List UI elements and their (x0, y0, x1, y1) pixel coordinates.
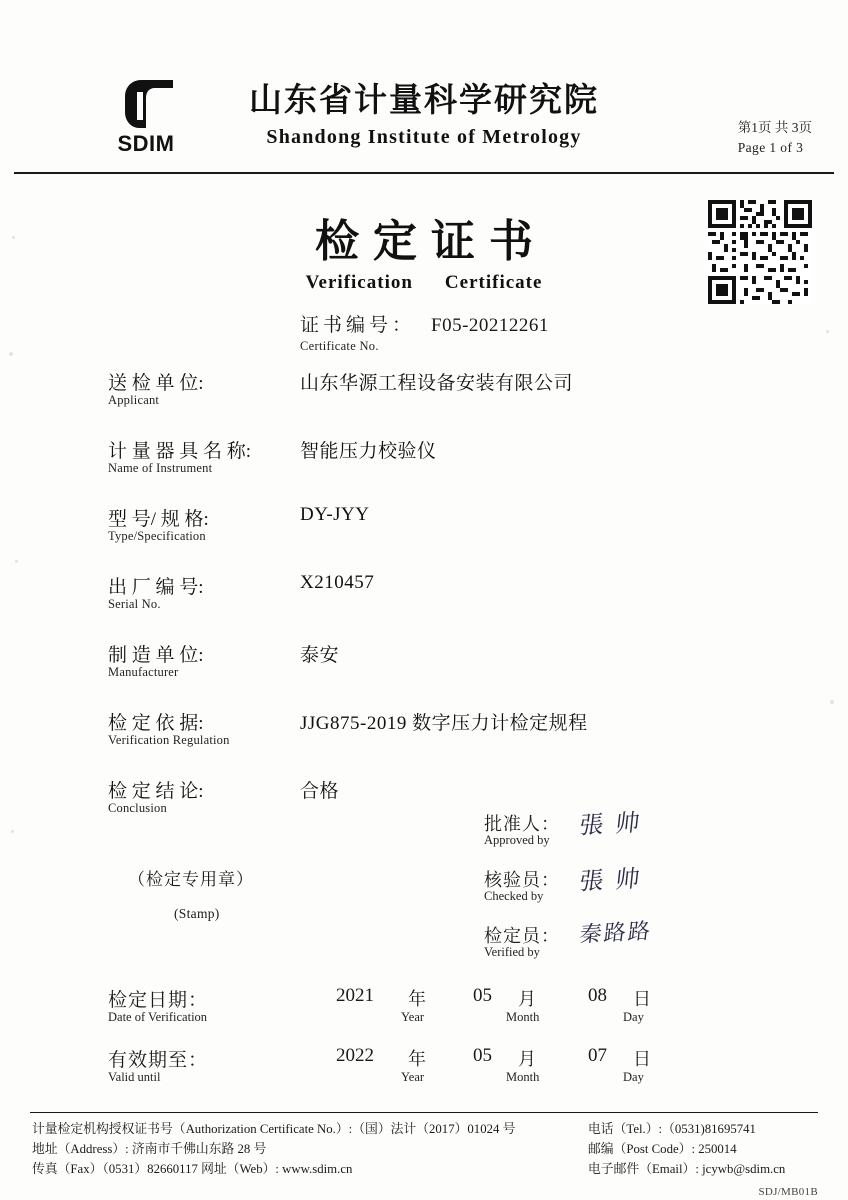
field-label-cn: 检 定 依 据: (108, 713, 204, 734)
date-year-value: 2021 (336, 985, 374, 1006)
certificate-number (300, 310, 549, 354)
field-serial-number (108, 572, 808, 618)
footer-tel-line: 电话（Tel.）:（0531)81695741 (588, 1122, 756, 1136)
field-type-specification (108, 504, 808, 550)
date-year-unit-en: Year (401, 1070, 425, 1084)
document-title-cn: 检定证书 (315, 216, 547, 267)
date-block (108, 985, 768, 1099)
field-value: 山东华源工程设备安装有限公司 (300, 373, 574, 394)
date-day-unit-cn: 日 (633, 1049, 651, 1069)
scan-speckle (15, 560, 18, 563)
date-month-unit-en: Month (506, 1070, 540, 1084)
field-manufacturer (108, 640, 808, 686)
signature-verified-by (484, 919, 784, 978)
scan-speckle (11, 830, 14, 833)
field-value: JJG875-2019 数字压力计检定规程 (300, 713, 588, 734)
document-title-en-word1: Verification (305, 272, 413, 293)
header-divider (14, 172, 834, 174)
qr-code (708, 200, 812, 304)
field-label-cn: 计 量 器 具 名 称: (108, 441, 252, 462)
document-form-id: SDJ/MB01B (758, 1186, 818, 1198)
date-day-unit-en: Day (623, 1010, 644, 1024)
signature-label-en: Approved by (484, 833, 550, 847)
footer-authorization-line: 计量检定机构授权证书号（Authorization Certificate No.）:（国）法计（2017）01024 号 (32, 1122, 516, 1136)
document-title-en-word2: Certificate (444, 272, 543, 293)
field-value: 泰安 (300, 645, 340, 666)
scan-speckle (9, 352, 13, 356)
org-name-en: Shandong Institute of Metrology (266, 126, 582, 148)
stamp-area (128, 865, 254, 922)
valid-until-row (108, 1045, 768, 1099)
field-label-en: Name of Instrument (108, 461, 213, 475)
date-label-cn: 检定日期： (108, 990, 209, 1011)
handwritten-signature: 張 帅 (578, 864, 644, 896)
field-label-en: Conclusion (108, 801, 167, 815)
organization-name (0, 74, 848, 149)
date-month-unit-cn: 月 (518, 989, 536, 1009)
handwritten-signature: 張 帅 (578, 808, 644, 840)
field-value: 智能压力校验仪 (300, 441, 437, 462)
date-label-en: Date of Verification (108, 1010, 208, 1024)
scan-speckle (826, 330, 829, 333)
signature-checked-by (484, 866, 784, 922)
field-value: DY-JYY (300, 504, 370, 525)
date-day-value: 08 (588, 985, 607, 1006)
date-year-value: 2022 (336, 1045, 374, 1066)
date-label-en: Valid until (108, 1070, 161, 1084)
date-day-unit-en: Day (623, 1070, 644, 1084)
page-indicator (738, 118, 812, 157)
signature-approved-by (484, 810, 784, 866)
footer-left-column (32, 1120, 592, 1179)
field-label-en: Type/Specification (108, 529, 206, 543)
logo-text: SDIM (117, 131, 175, 156)
date-day-value: 07 (588, 1045, 607, 1066)
handwritten-signature: 秦路路 (578, 919, 654, 948)
certificate-number-label-cn: 证书编号： (300, 315, 416, 336)
date-month-unit-en: Month (506, 1010, 540, 1024)
stamp-label-cn: （检定专用章） (128, 870, 254, 889)
field-instrument-name (108, 436, 808, 482)
field-label-cn: 送 检 单 位: (108, 373, 204, 394)
org-name-cn: 山东省计量科学研究院 (249, 80, 599, 119)
date-day-unit-cn: 日 (633, 989, 651, 1009)
field-label-cn: 型 号/ 规 格: (108, 509, 209, 530)
footer-divider (30, 1112, 818, 1113)
field-applicant (108, 368, 808, 414)
footer-fax-web-line: 传真（Fax）（0531）82660117 网址（Web）: www.sdim.cn (32, 1161, 353, 1176)
signature-label-cn: 检定员： (484, 926, 560, 946)
date-year-unit-cn: 年 (408, 989, 426, 1009)
certificate-number-value: F05-20212261 (431, 315, 549, 336)
signature-label-cn: 批准人： (484, 814, 560, 834)
field-list (108, 368, 808, 844)
field-label-en: Manufacturer (108, 665, 179, 679)
date-year-unit-en: Year (401, 1010, 425, 1024)
footer-email-line: 电子邮件（Email）: jcywb@sdim.cn (588, 1161, 786, 1176)
date-month-unit-cn: 月 (518, 1049, 536, 1069)
field-label-en: Applicant (108, 393, 160, 407)
field-label-cn: 制 造 单 位: (108, 645, 204, 666)
footer-right-column (588, 1120, 818, 1179)
signature-block (484, 810, 784, 978)
field-verification-regulation (108, 708, 808, 754)
scan-speckle (830, 700, 834, 704)
signature-label-en: Verified by (484, 945, 540, 959)
field-label-cn: 出 厂 编 号: (108, 577, 204, 598)
field-value: X210457 (300, 572, 375, 593)
field-label-en: Verification Regulation (108, 733, 230, 747)
certificate-number-label-en: Certificate No. (300, 339, 379, 353)
page-indicator-en: Page 1 of 3 (737, 139, 804, 155)
stamp-label-en: (Stamp) (174, 906, 220, 921)
date-year-unit-cn: 年 (408, 1049, 426, 1069)
footer-postcode-line: 邮编（Post Code）: 250014 (588, 1141, 737, 1156)
signature-label-en: Checked by (484, 889, 544, 903)
date-month-value: 05 (473, 1045, 492, 1066)
field-label-cn: 检 定 结 论: (108, 781, 204, 802)
footer-address-line: 地址（Address）: 济南市千佛山东路 28 号 (32, 1141, 267, 1156)
date-label-cn: 有效期至： (108, 1050, 209, 1071)
date-of-verification-row (108, 985, 768, 1039)
date-month-value: 05 (473, 985, 492, 1006)
field-value: 合格 (300, 781, 340, 802)
field-label-en: Serial No. (108, 597, 161, 611)
signature-label-cn: 核验员： (484, 870, 560, 890)
page-indicator-cn: 第1页 共 3页 (737, 120, 812, 135)
